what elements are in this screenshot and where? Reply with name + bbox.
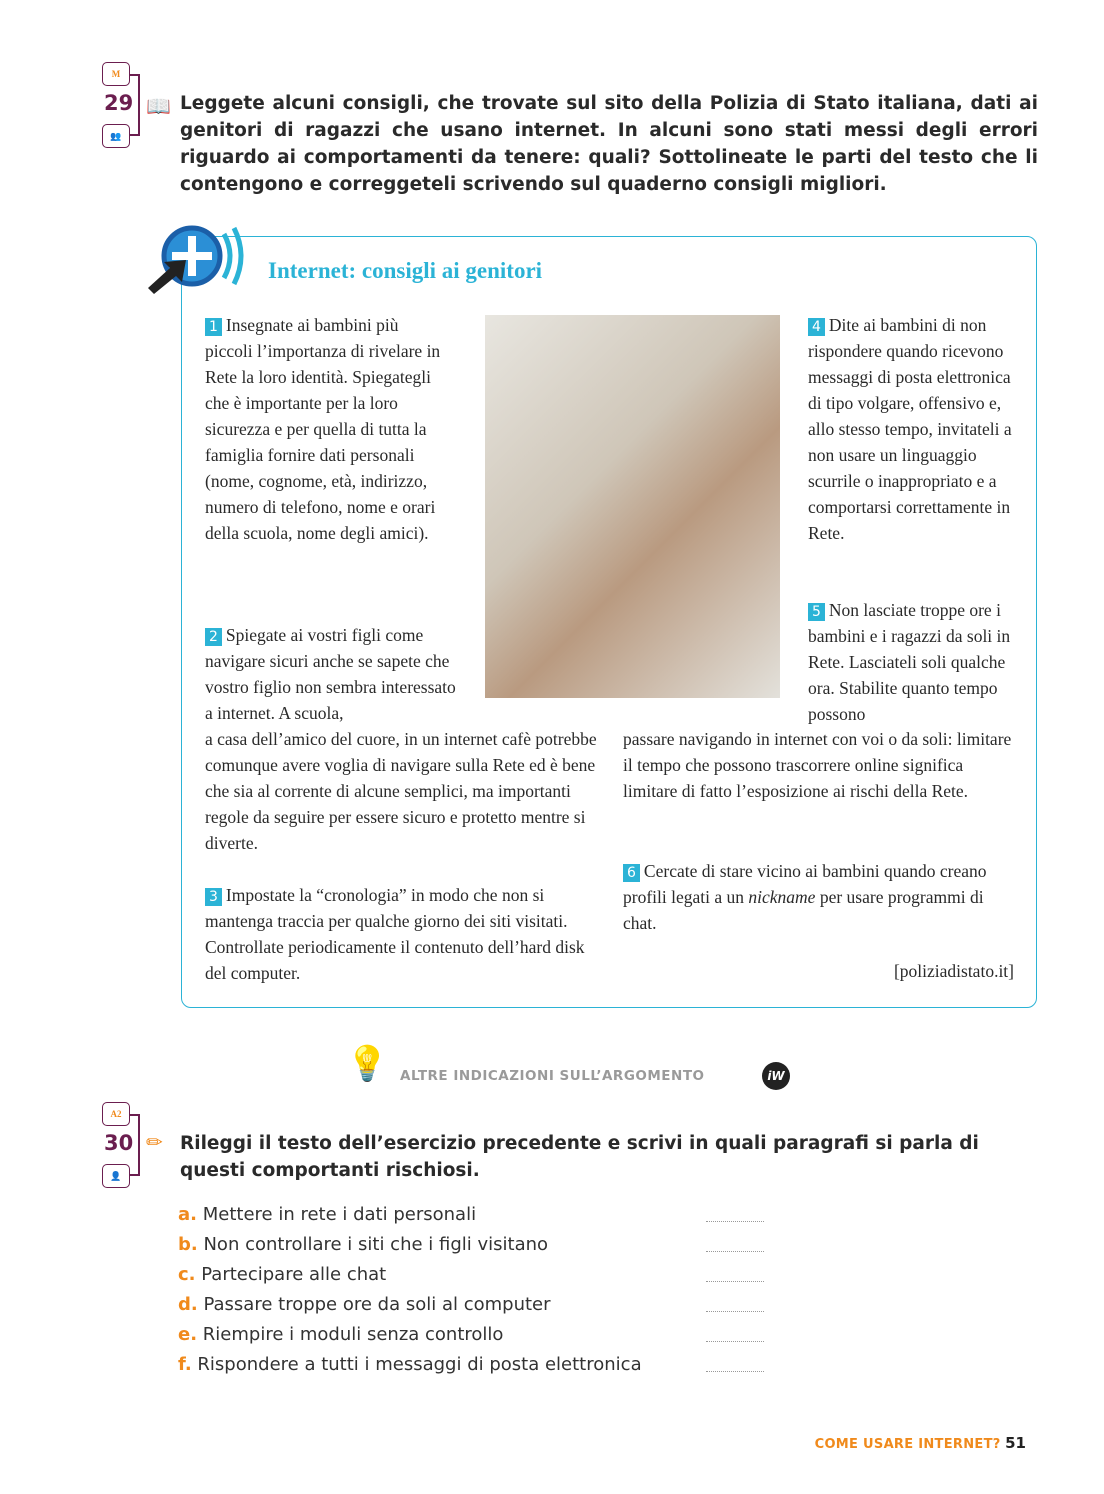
list-item (178, 1230, 778, 1260)
section-title: COME USARE INTERNET? (814, 1437, 1001, 1452)
item-letter: c. (178, 1264, 196, 1285)
paragraph-number: 2 (205, 628, 222, 646)
internet-cursor-icon (146, 222, 246, 294)
paragraph-text: Cercate di stare vicino ai bambini quando creano profili legati a un (623, 861, 987, 907)
answer-blank[interactable] (706, 1251, 764, 1252)
paragraph-number: 5 (808, 603, 825, 621)
item-letter: d. (178, 1294, 198, 1315)
exercise-instruction: Leggete alcuni consigli, che trovate sul sito della Polizia di Stato italiana, dati ai genitori di ragazzi che usano internet. In alcuni sono stati messi degli errori riguardo ai comportamenti da tenere: quali? Sottolineate le parti del testo che li contengono e correggeteli scrivendo sul quaderno consigli migliori. (180, 93, 1038, 195)
item-letter: e. (178, 1324, 198, 1345)
article-title: Internet: consigli ai genitori (268, 258, 543, 283)
paragraph-text: per usare programmi di chat. (623, 887, 984, 933)
paragraph-text: Impostate la “cronologia” in modo che non si mantenga traccia per qualche giorno dei siti visitati. Controllate periodicamente il contenuto dell’hard disk del computer. (205, 885, 585, 983)
list-item (178, 1200, 778, 1230)
paragraph-text: Non lasciate troppe ore i bambini e i ragazzi da soli in Rete. Lasciateli soli qualche ora. Stabilite quanto tempo possono (808, 600, 1011, 724)
item-letter: f. (178, 1354, 192, 1375)
paragraph-text: Spiegate ai vostri figli come navigare sicuri anche se sapete che vostro figlio non sembra interessato a internet. A scuola, (205, 625, 456, 723)
exercise-number: 29 (104, 91, 134, 115)
paragraph-number: 3 (205, 888, 222, 906)
item-text: Riempire i moduli senza controllo (202, 1324, 504, 1345)
photo-father-daughter-laptop (485, 315, 780, 698)
paragraph-number: 4 (808, 318, 825, 336)
answer-blank[interactable] (706, 1341, 764, 1342)
level-badge: M (102, 62, 130, 86)
nickname-term: nickname (748, 887, 816, 907)
person-icon: 👤 (102, 1164, 130, 1188)
paragraph-5 (808, 597, 1018, 727)
paragraph-4 (808, 312, 1018, 546)
paragraph-1 (205, 312, 450, 546)
level-badge: A2 (102, 1102, 130, 1126)
exercise-number: 30 (104, 1131, 134, 1155)
item-letter: b. (178, 1234, 198, 1255)
answer-blank[interactable] (706, 1221, 764, 1222)
paragraph-6 (623, 858, 1018, 936)
list-item (178, 1350, 778, 1380)
group-icon: 👥 (102, 124, 130, 148)
item-text: Mettere in rete i dati personali (202, 1204, 477, 1225)
list-item (178, 1320, 778, 1350)
item-text: Partecipare alle chat (201, 1264, 387, 1285)
paragraph-text: Dite ai bambini di non rispondere quando ricevono messaggi di posta elettronica di tipo volgare, offensivo e, allo stesso tempo, invitateli a non usare un linguaggio scurrile o inappropriato e a comportarsi correttamente in Rete. (808, 315, 1012, 543)
item-list (178, 1200, 778, 1380)
paragraph-text: Insegnate ai bambini più piccoli l’importanza di rivelare in Rete la loro identità. Spiegategli che è importante per la loro sicurezza e per quella di tutta la famiglia fornire dati personali (nome, cognome, età, indirizzo, numero di telefono, nome e orari della scuola, nome degli amici). (205, 315, 441, 543)
item-text: Non controllare i siti che i figli visitano (203, 1234, 549, 1255)
item-text: Passare troppe ore da soli al computer (203, 1294, 551, 1315)
answer-blank[interactable] (706, 1281, 764, 1282)
iw-badge[interactable]: iW (762, 1062, 790, 1090)
page-number: 51 (1005, 1434, 1026, 1452)
more-info-link[interactable]: ALTRE INDICAZIONI SULL’ARGOMENTO (400, 1068, 705, 1084)
book-icon: 📖 (146, 96, 171, 118)
paragraph-number: 1 (205, 318, 222, 336)
source: [poliziadistato.it] (893, 961, 1014, 981)
item-letter: a. (178, 1204, 197, 1225)
paragraph-2-cont: a casa dell’amico del cuore, in un internet cafè potrebbe comunque avere voglia di navigare sulla Rete ed è bene che sia al corrente di alcune semplici, ma importanti regole da seguire per essere sicuro e protetto mentre si diverte. (205, 729, 597, 853)
paragraph-5-cont: passare navigando in internet con voi o da soli: limitare il tempo che possono trascorrere online significa limitare di fatto l’esposizione ai rischi della Rete. (623, 729, 1012, 801)
answer-blank[interactable] (706, 1371, 764, 1372)
paragraph-3 (205, 882, 597, 986)
pencil-icon: ✏ (146, 1132, 163, 1154)
list-item (178, 1290, 778, 1320)
answer-blank[interactable] (706, 1311, 764, 1312)
lightbulb-icon: 💡 (346, 1046, 389, 1083)
paragraph-number: 6 (623, 864, 640, 882)
paragraph-2 (205, 622, 460, 726)
exercise-instruction: Rileggi il testo dell’esercizio precedente e scrivi in quali paragrafi si parla di questi comportanti rischiosi. (180, 1133, 979, 1181)
list-item (178, 1260, 778, 1290)
item-text: Rispondere a tutti i messaggi di posta elettronica (197, 1354, 642, 1375)
footer (815, 1434, 1026, 1452)
